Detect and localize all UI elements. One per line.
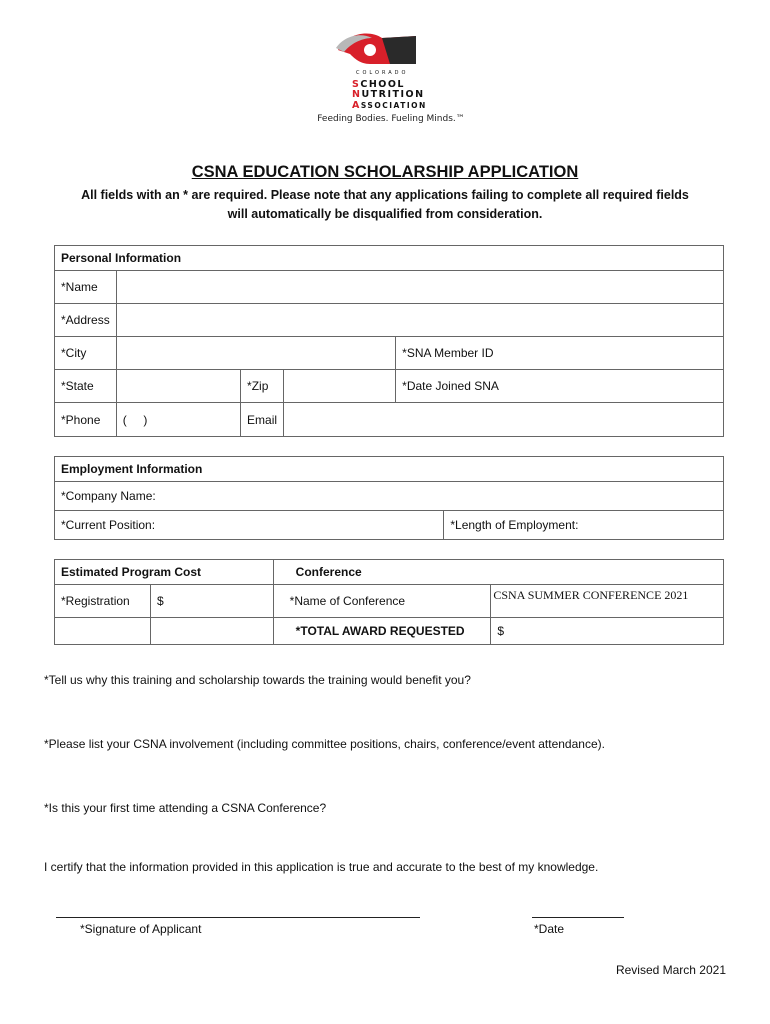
employment-info-table: [54, 456, 724, 540]
logo-line-school: SCHOOL: [352, 78, 405, 90]
signature-label: *Signature of Applicant: [80, 922, 202, 936]
certification-statement: I certify that the information provided in this application is true and accurate to the best of my knowledge.: [44, 860, 599, 874]
state-label: *State: [55, 370, 117, 403]
name-label: *Name: [55, 271, 117, 304]
logo-state: COLORADO: [356, 70, 409, 76]
logo-wordmark: [352, 68, 427, 111]
employment-info-header: Employment Information: [55, 457, 724, 482]
question-benefit: *Tell us why this training and scholarship towards the training would benefit you?: [44, 673, 471, 687]
question-involvement: *Please list your CSNA involvement (including committee positions, chairs, conference/event attendance).: [44, 737, 605, 751]
personal-info-header: Personal Information: [55, 246, 724, 271]
current-position-field[interactable]: [55, 511, 444, 540]
zip-label: *Zip: [241, 370, 284, 403]
member-id-label: *SNA Member ID: [402, 346, 494, 360]
date-joined-label: *Date Joined SNA: [402, 379, 499, 393]
phone-label: *Phone: [55, 403, 117, 437]
member-id-field[interactable]: [396, 337, 724, 370]
city-field[interactable]: [116, 337, 395, 370]
city-label: *City: [55, 337, 117, 370]
address-field[interactable]: [116, 304, 723, 337]
phone-format: ( ): [122, 412, 148, 427]
logo-line-nutrition: NUTRITION: [352, 89, 425, 100]
program-cost-header: Estimated Program Cost: [55, 560, 274, 585]
registration-field[interactable]: $: [150, 585, 273, 618]
registration-label: *Registration: [55, 585, 151, 618]
total-award-field[interactable]: $: [491, 618, 724, 645]
page-subtitle: All fields with an * are required. Please note that any applications failing to complete all required fields will automatically be disqualified from consideration.: [81, 188, 689, 221]
revised-date: Revised March 2021: [615, 963, 726, 977]
signature-line[interactable]: [56, 917, 420, 918]
length-employment-label: *Length of Employment:: [450, 518, 579, 532]
conference-name-label: *Name of Conference: [273, 585, 491, 618]
question-first-time: *Is this your first time attending a CSNA Conference?: [44, 801, 327, 815]
company-name-field[interactable]: [55, 482, 724, 511]
logo-line-association: ASSOCIATION: [352, 99, 427, 111]
date-joined-field[interactable]: [396, 370, 724, 403]
page-title: CSNA EDUCATION SCHOLARSHIP APPLICATION: [191, 163, 579, 181]
csna-logo: [317, 28, 465, 126]
email-field[interactable]: [284, 403, 724, 437]
length-employment-field[interactable]: [444, 511, 724, 540]
current-position-label: *Current Position:: [61, 518, 156, 532]
email-label: Email: [241, 403, 284, 437]
zip-field[interactable]: [284, 370, 396, 403]
date-label: *Date: [534, 922, 565, 936]
conference-header: Conference: [273, 560, 723, 585]
logo-graphic-icon: [330, 28, 465, 68]
phone-field[interactable]: [116, 403, 240, 437]
logo-tagline: Feeding Bodies. Fueling Minds.™: [317, 114, 465, 124]
logo-line1: CHOOL: [360, 78, 405, 90]
empty-cell: [55, 618, 151, 645]
conference-name-field[interactable]: CSNA SUMMER CONFERENCE 2021: [491, 585, 724, 618]
address-label: *Address: [55, 304, 117, 337]
date-line[interactable]: [532, 917, 624, 918]
company-name-label: *Company Name:: [61, 489, 156, 503]
name-field[interactable]: [116, 271, 723, 304]
personal-info-table: [54, 245, 724, 437]
empty-cell: [150, 618, 273, 645]
total-award-label: *TOTAL AWARD REQUESTED: [273, 618, 491, 645]
state-field[interactable]: [116, 370, 240, 403]
program-cost-table: [54, 559, 724, 645]
